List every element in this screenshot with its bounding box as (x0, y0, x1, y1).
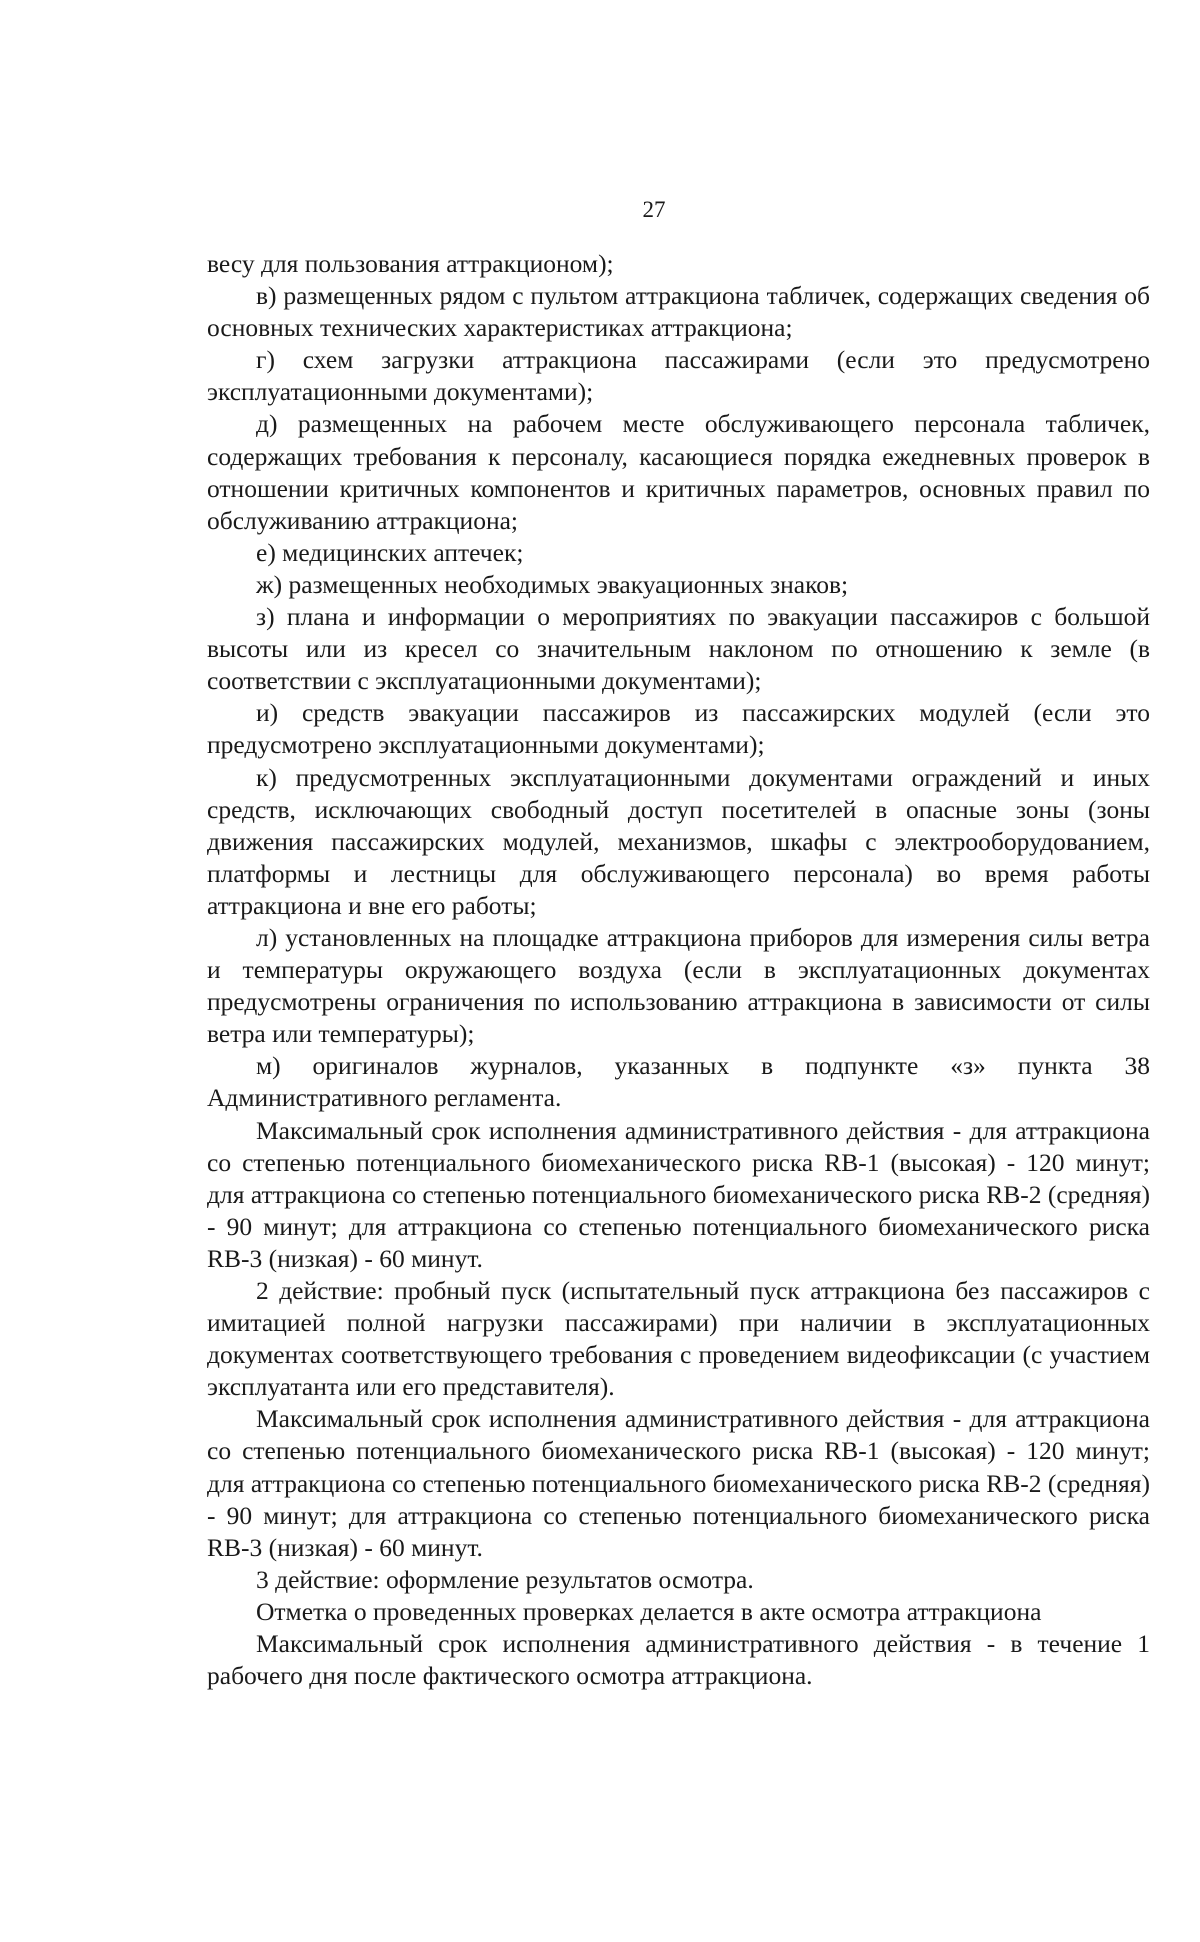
list-item-i: и) средств эвакуации пассажиров из пассажирских модулей (если это предусмотрено эксплуатационными документами); (207, 698, 1150, 760)
deadline-paragraph: Максимальный срок исполнения административного действия - в течение 1 рабочего дня после фактического осмотра аттракциона. (207, 1629, 1150, 1691)
page-number: 27 (642, 197, 666, 222)
list-item-zh: ж) размещенных необходимых эвакуационных знаков; (256, 569, 849, 599)
list-item-d: д) размещенных на рабочем месте обслуживающего персонала табличек, содержащих требования к персоналу, касающиеся порядка ежедневных проверок в отношении критичных компонентов и критичных параметров, основных правил по обслуживанию аттракциона; (207, 409, 1150, 535)
list-item-k: к) предусмотренных эксплуатационными документами ограждений и иных средств, исключающих свободный доступ посетителей в опасные зоны (зоны движения пассажирских модулей, механизмов, шкафы с электрооборудованием, платформы и лестницы для обслуживающего персонала) во время работы аттракциона и вне его работы; (207, 762, 1150, 920)
list-item-v: в) размещенных рядом с пультом аттракциона табличек, содержащих сведения об основных технических характеристиках аттракциона; (207, 281, 1150, 343)
action-3-paragraph: 3 действие: оформление результатов осмотра. (256, 1564, 754, 1594)
list-item-e: е) медицинских аптечек; (256, 537, 524, 567)
document-body (207, 248, 1150, 1692)
paragraph: Отметка о проведенных проверках делается в акте осмотра аттракциона (256, 1596, 1042, 1626)
deadline-paragraph: Максимальный срок исполнения административного действия - для аттракциона со степенью потенциального биомеханического риска RB-1 (высокая) - 120 минут; для аттракциона со степенью потенциального биомеханического риска RB-2 (средняя) - 90 минут; для аттракциона со степенью потенциального биомеханического риска RB-3 (низкая) - 60 минут. (207, 1404, 1150, 1562)
list-item-g: г) схем загрузки аттракциона пассажирами (если это предусмотрено эксплуатационными документами); (207, 345, 1150, 407)
paragraph: весу для пользования аттракционом); (207, 249, 614, 278)
action-2-paragraph: 2 действие: пробный пуск (испытательный пуск аттракциона без пассажиров с имитацией полной нагрузки пассажирами) при наличии в эксплуатационных документах соответствующего требования с проведением видеофиксации (с участием эксплуатанта или его представителя). (207, 1276, 1150, 1402)
deadline-paragraph: Максимальный срок исполнения административного действия - для аттракциона со степенью потенциального биомеханического риска RB-1 (высокая) - 120 минут; для аттракциона со степенью потенциального биомеханического риска RB-2 (средняя) - 90 минут; для аттракциона со степенью потенциального биомеханического риска RB-3 (низкая) - 60 минут. (207, 1115, 1150, 1273)
list-item-l: л) установленных на площадке аттракциона приборов для измерения силы ветра и температуры окружающего воздуха (если в эксплуатационных документах предусмотрены ограничения по использованию аттракциона в зависимости от силы ветра или температуры); (207, 922, 1150, 1049)
list-item-z: з) плана и информации о мероприятиях по эвакуации пассажиров с большой высоты или из кресел со значительным наклоном по отношению к земле (в соответствии с эксплуатационными документами); (207, 602, 1150, 696)
list-item-m: м) оригиналов журналов, указанных в подпункте «з» пункта 38 Административного регламента. (207, 1051, 1150, 1113)
